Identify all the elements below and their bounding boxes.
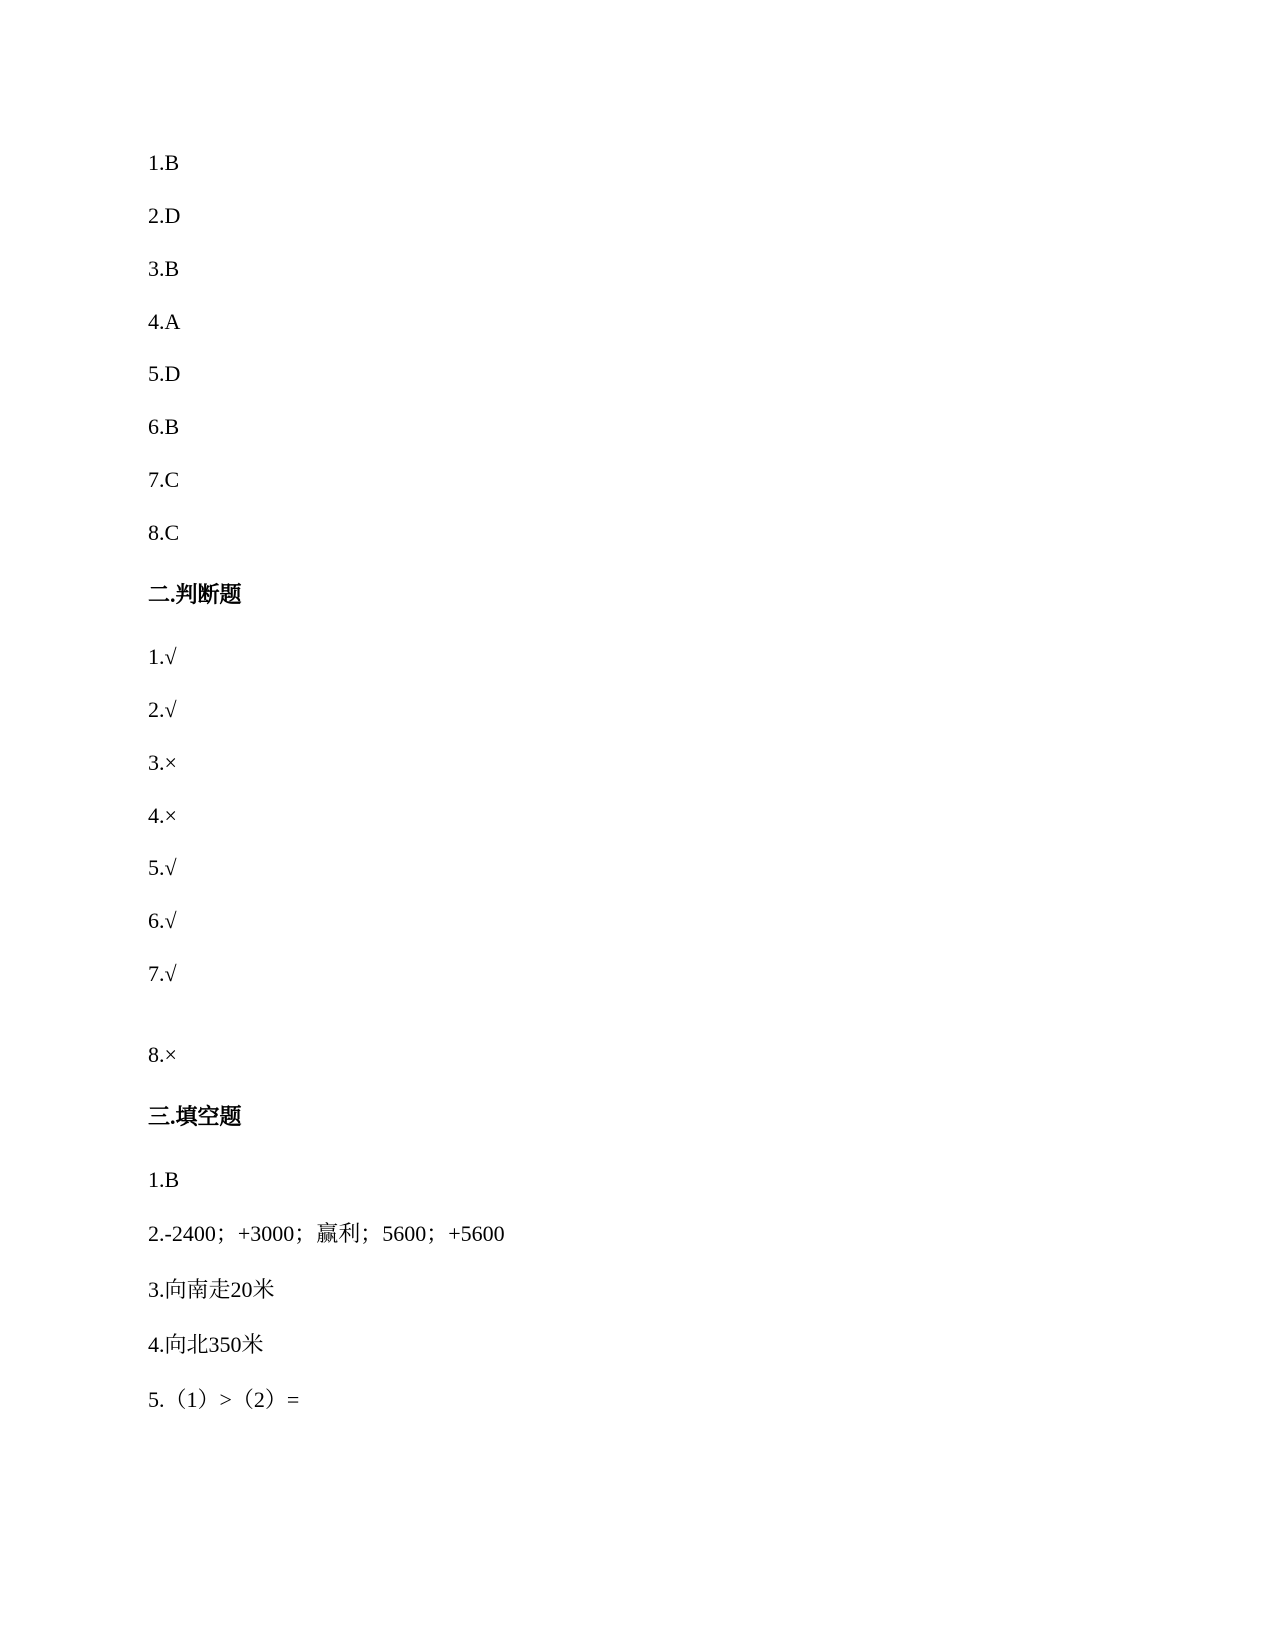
section-3-title: 三.填空题	[148, 1104, 242, 1129]
answer-1-6: 6.B	[148, 414, 180, 439]
answer-1-2: 2.D	[148, 203, 181, 228]
answer-2-5: 5.√	[148, 855, 177, 880]
answer-2-1: 1.√	[148, 644, 177, 669]
answer-1-7: 7.C	[148, 467, 180, 492]
answer-2-8: 8.×	[148, 1042, 177, 1067]
answer-1-5: 5.D	[148, 361, 181, 386]
answer-2-3: 3.×	[148, 750, 177, 775]
answer-3-1: 1.B	[148, 1167, 180, 1192]
answer-2-2: 2.√	[148, 697, 177, 722]
answer-1-4: 4.A	[148, 309, 181, 334]
answer-3-5: 5.（1）>（2）=	[148, 1387, 300, 1412]
answer-1-8: 8.C	[148, 520, 180, 545]
answer-3-3: 3.向南走20米	[148, 1277, 275, 1302]
answer-1-1: 1.B	[148, 150, 180, 175]
section-2-title: 二.判断题	[148, 582, 242, 607]
answer-2-7: 7.√	[148, 961, 177, 986]
answer-2-6: 6.√	[148, 908, 177, 933]
answer-1-3: 3.B	[148, 256, 180, 281]
answer-3-4: 4.向北350米	[148, 1332, 264, 1357]
answer-2-4: 4.×	[148, 803, 177, 828]
answer-3-2: 2.-2400；+3000；赢利；5600；+5600	[148, 1221, 505, 1246]
